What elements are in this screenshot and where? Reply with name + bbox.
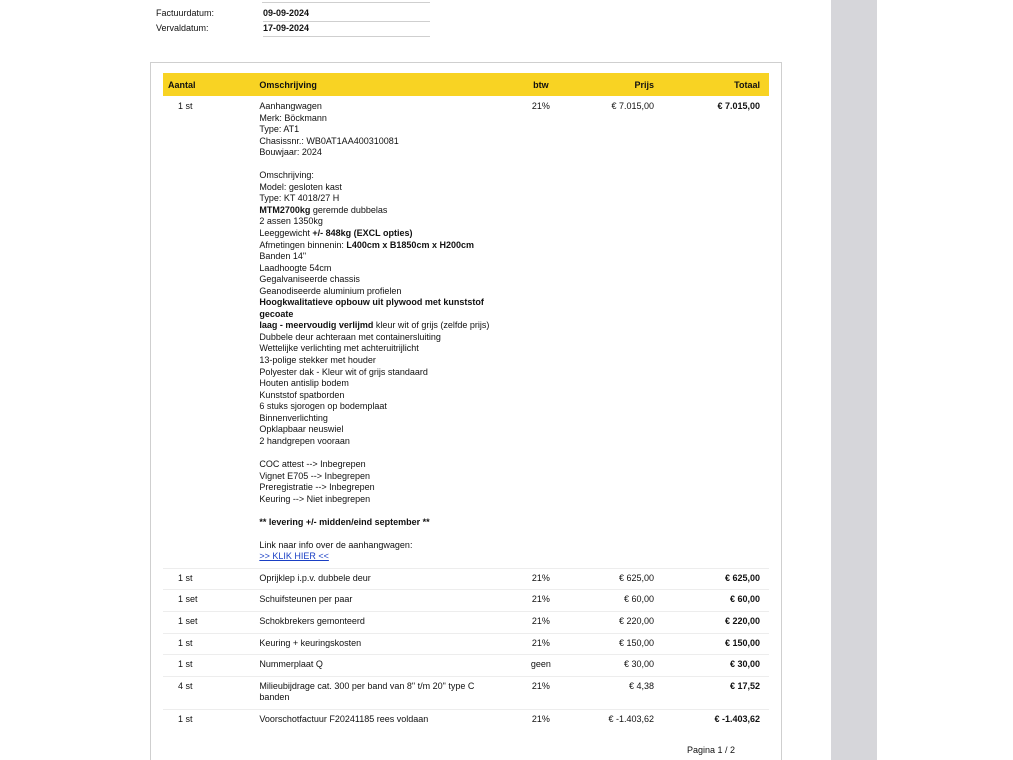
description-text: Preregistratie --> Inbegrepen: [259, 482, 375, 493]
invoice-date-label: Factuurdatum:: [156, 8, 215, 18]
description-text: geremde dubbelas: [310, 204, 388, 215]
description-line: [259, 355, 503, 367]
row-total: € 60,00: [663, 590, 769, 612]
table-row: [163, 590, 769, 612]
row-total: € 220,00: [663, 611, 769, 633]
description-text: Hoogkwalitatieve opbouw uit plywood met kunststof gecoate: [259, 297, 484, 319]
description-text: 2 handgrepen vooraan: [259, 435, 350, 446]
description-text: Afmetingen binnenin:: [259, 239, 347, 250]
description-line: [259, 424, 503, 436]
row-total: € 625,00: [663, 568, 769, 590]
invoice-lines-table: [163, 73, 769, 730]
page-number: Pagina 1 / 2: [687, 745, 736, 755]
header-vat: btw: [513, 73, 569, 96]
description-text: Model: gesloten kast: [259, 181, 342, 192]
row-vat: geen: [513, 655, 569, 677]
row-total: € 7.015,00: [717, 101, 760, 111]
row-total: € 30,00: [663, 655, 769, 677]
due-date-value: 17-09-2024: [263, 23, 430, 37]
row-vat: 21%: [513, 676, 569, 709]
description-line: [259, 228, 503, 240]
description-text: Type: AT1: [259, 124, 300, 135]
description-text: Opklapbaar neuswiel: [259, 424, 344, 435]
description-line: [259, 113, 503, 125]
description-text: Keuring --> Niet inbegrepen: [259, 493, 371, 504]
row-vat: 21%: [513, 568, 569, 590]
description-text: Aanhangwagen: [259, 101, 322, 111]
description-text: Type: KT 4018/27 H: [259, 193, 340, 204]
description-line: [259, 182, 503, 194]
description-text: +/- 848kg (EXCL opties): [312, 228, 413, 239]
invoice-lines-card: [150, 62, 782, 760]
row-quantity: 1 st: [163, 633, 250, 655]
table-header-row: [163, 73, 769, 96]
description-line: [259, 378, 503, 390]
table-row: [163, 709, 769, 730]
description-line: [259, 517, 503, 529]
invoice-date-row: [156, 8, 446, 22]
table-row: [163, 633, 769, 655]
row-quantity: 1 st: [163, 655, 250, 677]
row-total: € 150,00: [663, 633, 769, 655]
row-total: € 17,52: [663, 676, 769, 709]
row-price: € 4,38: [569, 676, 663, 709]
row-quantity: 1 set: [163, 611, 250, 633]
description-text: Binnenverlichting: [259, 412, 328, 423]
description-line: [259, 274, 503, 286]
row-description: Milieubijdrage cat. 300 per band van 8" t/m 20" type C banden: [250, 676, 512, 709]
header-price: Prijs: [569, 73, 663, 96]
description-text: kleur wit of grijs (zelfde prijs): [373, 320, 490, 331]
description-spacer: [259, 505, 503, 517]
info-link[interactable]: >> KLIK HIER <<: [259, 551, 329, 562]
description-line: [259, 540, 503, 552]
description-line: [259, 390, 503, 402]
header-description: Omschrijving: [250, 73, 512, 96]
description-line: [259, 320, 503, 332]
description-text: Polyester dak - Kleur wit of grijs standaard: [259, 366, 428, 377]
table-row: [163, 655, 769, 677]
table-row: [163, 676, 769, 709]
row-price: € 60,00: [569, 590, 663, 612]
description-line: [259, 459, 503, 471]
description-text: Merk: Böckmann: [259, 112, 327, 123]
description-text: Leeggewicht: [259, 228, 313, 239]
description-text: Link naar info over de aanhangwagen:: [259, 539, 413, 550]
description-line: [259, 413, 503, 425]
description-text: Houten antislip bodem: [259, 378, 349, 389]
description-text: Vignet E705 --> Inbegrepen: [259, 470, 370, 481]
row-vat: 21%: [513, 709, 569, 730]
row-description: Schokbrekers gemonteerd: [250, 611, 512, 633]
right-margin: [877, 0, 1013, 760]
row-total: € -1.403,62: [663, 709, 769, 730]
description-line: [259, 124, 503, 136]
top-divider: [262, 2, 430, 3]
description-text: 13-polige stekker met houder: [259, 355, 376, 366]
scrollbar-gutter: [831, 0, 877, 760]
description-line: [259, 367, 503, 379]
row-description: [250, 96, 512, 568]
row-price: € 7.015,00: [611, 101, 655, 111]
row-quantity: 1 st: [178, 101, 193, 111]
table-row: [163, 611, 769, 633]
description-text: 2 assen 1350kg: [259, 216, 323, 227]
row-vat: 21%: [513, 633, 569, 655]
description-line: [259, 147, 503, 159]
header-quantity: Aantal: [163, 73, 250, 96]
description-line: [259, 193, 503, 205]
row-vat: 21%: [531, 101, 550, 111]
row-price: € 220,00: [569, 611, 663, 633]
row-price: € 625,00: [569, 568, 663, 590]
description-line: [259, 205, 503, 217]
description-text: 6 stuks sjorogen op bodemplaat: [259, 401, 387, 412]
table-row: [163, 568, 769, 590]
description-text: laag - meervoudig verlijmd: [259, 320, 374, 331]
due-date-row: [156, 23, 446, 37]
description-line: [259, 401, 503, 413]
description-line: [259, 240, 503, 252]
description-line: [259, 343, 503, 355]
row-price: € -1.403,62: [569, 709, 663, 730]
row-price: € 30,00: [569, 655, 663, 677]
description-text: Wettelijke verlichting met achteruitrijlicht: [259, 343, 419, 354]
description-line: [259, 436, 503, 448]
description-line: [259, 297, 503, 320]
row-price: € 150,00: [569, 633, 663, 655]
row-vat: 21%: [513, 611, 569, 633]
invoice-date-value: 09-09-2024: [263, 8, 430, 22]
description-text: ** levering +/- midden/eind september **: [259, 516, 430, 527]
header-total: Totaal: [663, 73, 769, 96]
description-spacer: [259, 447, 503, 459]
description-line: [259, 332, 503, 344]
description-line: [259, 263, 503, 275]
description-line: [259, 551, 503, 563]
description-text: Kunststof spatborden: [259, 389, 345, 400]
description-text: Gegalvaniseerde chassis: [259, 274, 360, 285]
description-text: Chasissnr.: WB0AT1AA400310081: [259, 135, 399, 146]
description-text: Geanodiseerde aluminium profielen: [259, 285, 402, 296]
description-line: [259, 286, 503, 298]
description-text: COC attest --> Inbegrepen: [259, 458, 366, 469]
description-line: [259, 170, 503, 182]
row-quantity: 1 st: [163, 709, 250, 730]
description-text: Omschrijving:: [259, 170, 314, 181]
table-row: [163, 96, 769, 568]
description-line: [259, 482, 503, 494]
due-date-label: Vervaldatum:: [156, 23, 209, 33]
row-description: Oprijklep i.p.v. dubbele deur: [250, 568, 512, 590]
description-line: [259, 136, 503, 148]
description-text: Laadhoogte 54cm: [259, 262, 332, 273]
description-line: [259, 471, 503, 483]
description-line: [259, 216, 503, 228]
row-description: Voorschotfactuur F20241185 rees voldaan: [250, 709, 512, 730]
row-quantity: 4 st: [163, 676, 250, 709]
row-description: Schuifsteunen per paar: [250, 590, 512, 612]
description-line: [259, 101, 503, 113]
row-description: Keuring + keuringskosten: [250, 633, 512, 655]
description-line: [259, 251, 503, 263]
description-text: Bouwjaar: 2024: [259, 147, 322, 158]
row-vat: 21%: [513, 590, 569, 612]
description-spacer: [259, 159, 503, 171]
row-description: Nummerplaat Q: [250, 655, 512, 677]
row-quantity: 1 set: [163, 590, 250, 612]
description-line: [259, 494, 503, 506]
row-quantity: 1 st: [163, 568, 250, 590]
description-text: Banden 14": [259, 251, 307, 262]
description-text: L400cm x B1850cm x H200cm: [346, 239, 474, 250]
description-spacer: [259, 528, 503, 540]
description-text: MTM2700kg: [259, 204, 311, 215]
description-text: Dubbele deur achteraan met containersluiting: [259, 331, 441, 342]
